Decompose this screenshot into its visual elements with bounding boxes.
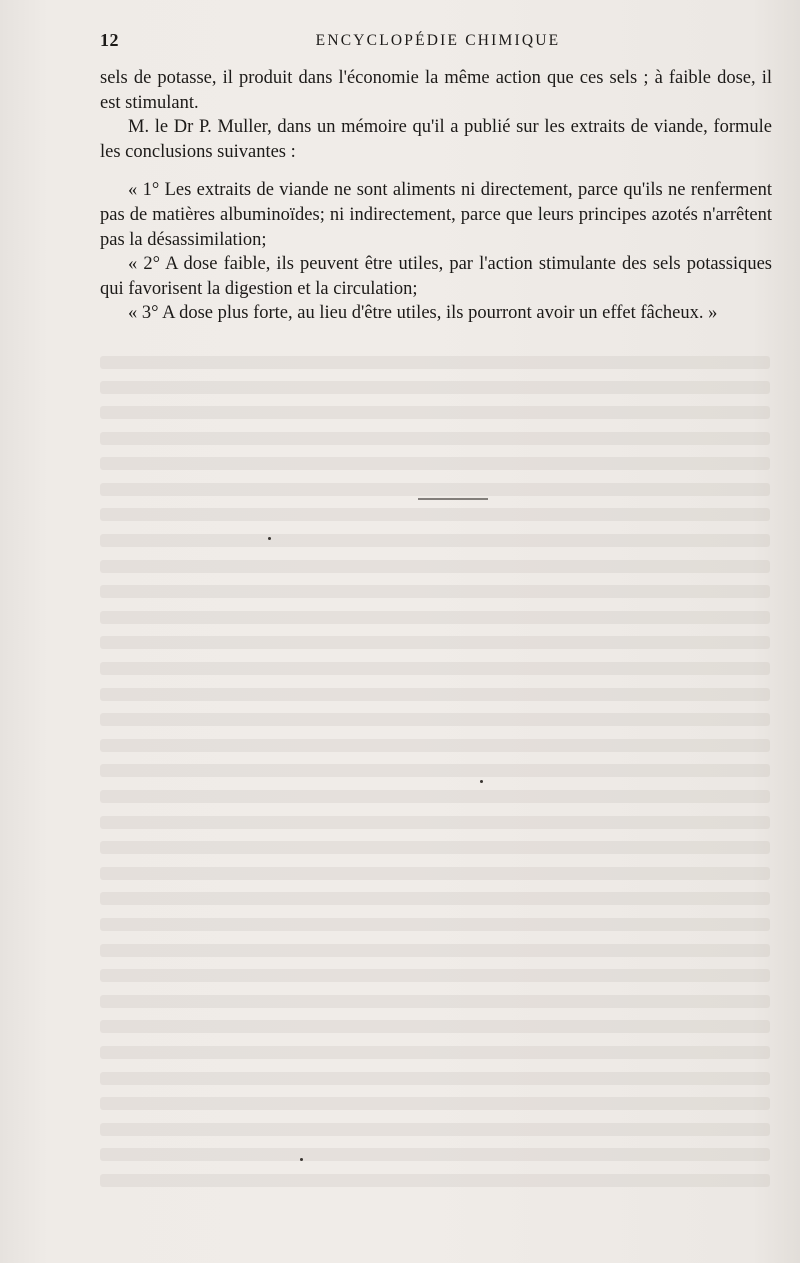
quote-conclusion-1: « 1° Les extraits de viande ne sont aliments ni directement, parce qu'ils ne renferment pas de matières albuminoïdes; ni indirectement, parce que leurs principes azotés n'arrêtent pas la désassimilation; bbox=[100, 180, 772, 250]
blank-lower-page bbox=[100, 370, 776, 1210]
quote-conclusion-3: « 3° A dose plus forte, au lieu d'être utiles, ils pourront avoir un effet fâcheux. » bbox=[128, 303, 718, 324]
body-text bbox=[100, 66, 772, 326]
page-number: 12 bbox=[100, 30, 119, 50]
paragraph-muller-intro: M. le Dr P. Muller, dans un mémoire qu'il a publié sur les extraits de viande, formule les conclusions suivantes : bbox=[100, 117, 772, 162]
ink-speck bbox=[268, 537, 271, 540]
ink-speck bbox=[480, 780, 483, 783]
paragraph-continuation: sels de potasse, il produit dans l'économie la même action que ces sels ; à faible dose, il est stimulant. bbox=[100, 68, 772, 113]
ink-speck bbox=[300, 1158, 303, 1161]
stray-ink-mark bbox=[418, 498, 488, 500]
page-header bbox=[100, 30, 776, 54]
quote-conclusion-2: « 2° A dose faible, ils peuvent être utiles, par l'action stimulante des sels potassiques qui favorisent la digestion et la circulation; bbox=[100, 254, 772, 299]
running-title: ENCYCLOPÉDIE CHIMIQUE bbox=[315, 32, 561, 49]
